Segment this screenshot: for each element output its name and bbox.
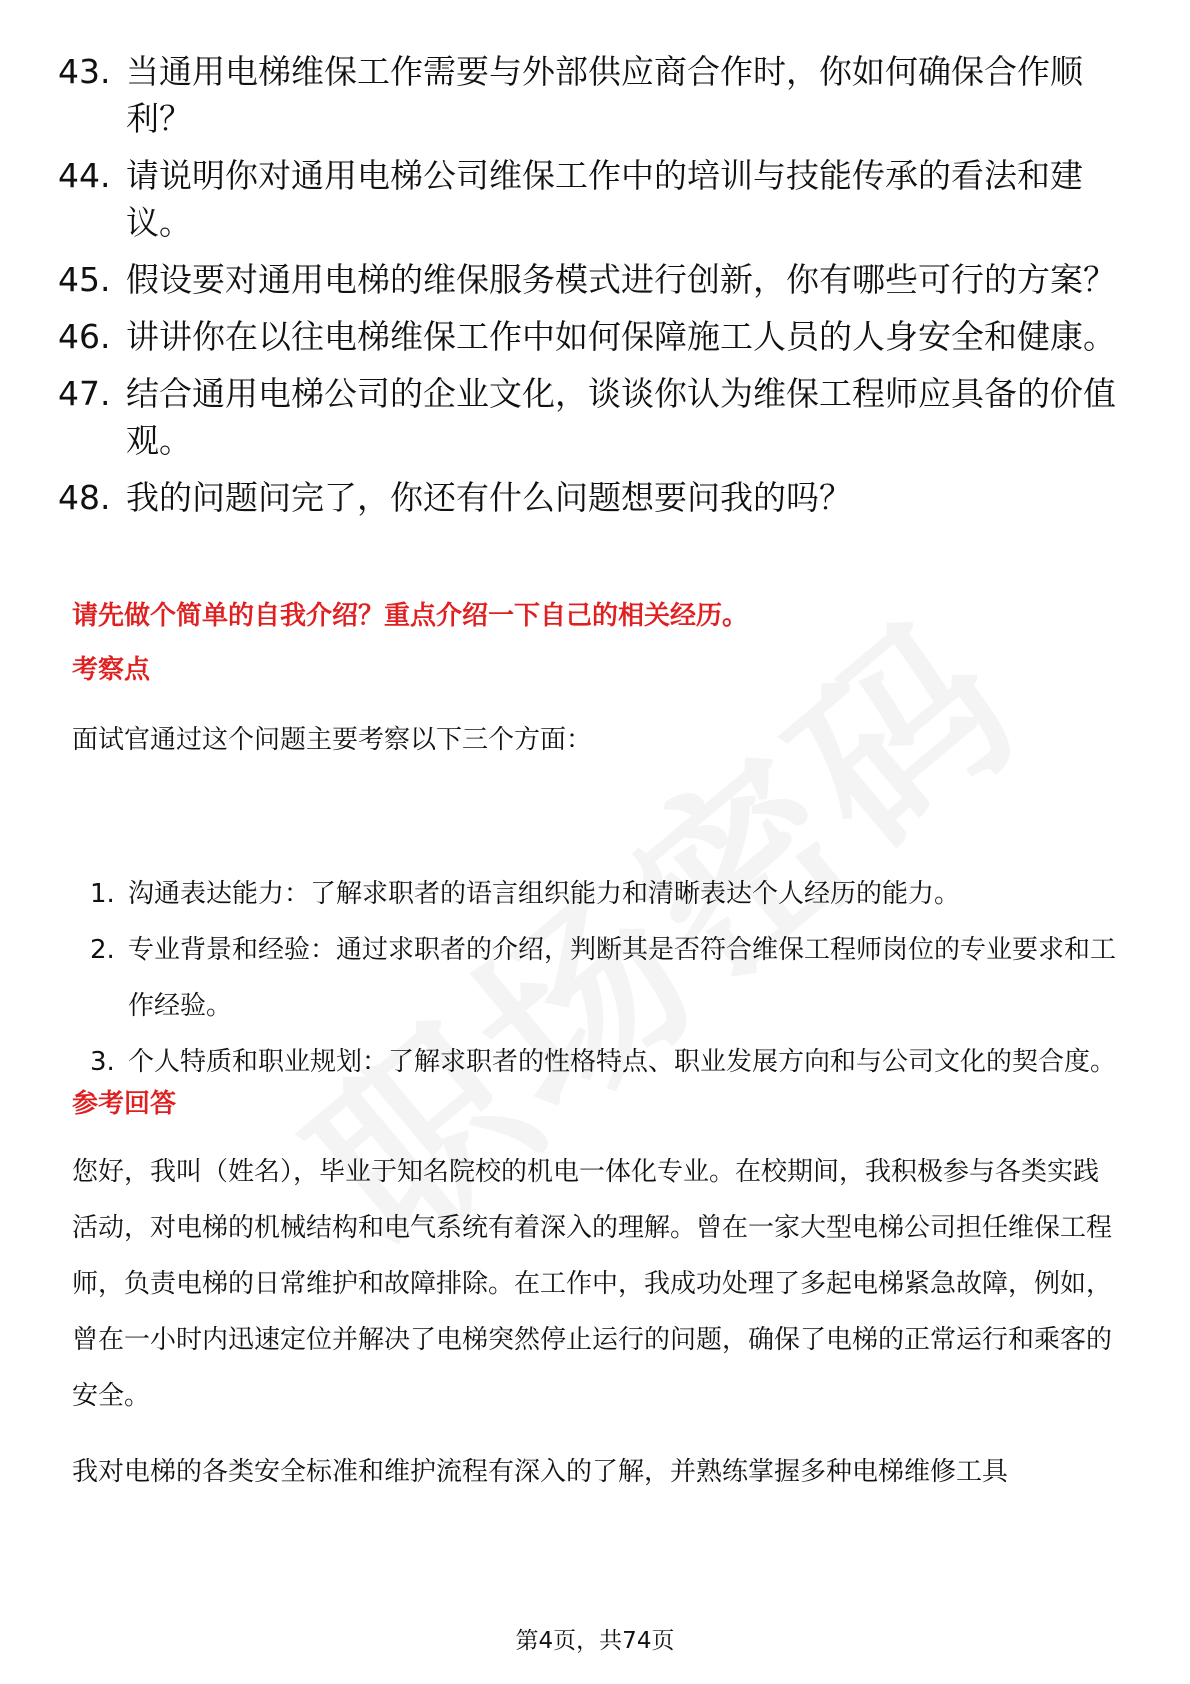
assess-point xyxy=(90,922,1130,1034)
question-text: 当通用电梯维保工作需要与外部供应商合作时，你如何确保合作顺利？ xyxy=(126,52,1083,138)
question-number: 46. xyxy=(58,317,111,356)
question-number: 43. xyxy=(58,52,111,91)
question-item xyxy=(58,370,1128,464)
question-number: 48. xyxy=(58,478,111,517)
answer-paragraph: 您好，我叫（姓名），毕业于知名院校的机电一体化专业。在校期间，我积极参与各类实践活动，对电梯的机械结构和电气系统有着深入的理解。曾在一家大型电梯公司担任维保工程师，负责电梯的日常维护和故障排除。在工作中，我成功处理了多起电梯紧急故障，例如，曾在一小时内迅速定位并解决了电梯突然停止运行的问题，确保了电梯的正常运行和乘客的安全。 xyxy=(72,1157,1113,1411)
question-number: 44. xyxy=(58,156,111,195)
assess-points-list xyxy=(90,866,1130,1090)
question-number: 47. xyxy=(58,374,111,413)
assess-point xyxy=(90,866,1130,922)
page-footer: 第4页，共74页 xyxy=(515,1628,675,1654)
question-item xyxy=(58,256,1128,303)
assess-point-number: 2. xyxy=(90,935,115,965)
assess-point-text: 个人特质和职业规划：了解求职者的性格特点、职业发展方向和与公司文化的契合度。 xyxy=(128,1047,1117,1077)
assess-point-text: 专业背景和经验：通过求职者的介绍，判断其是否符合维保工程师岗位的专业要求和工作经验。 xyxy=(128,935,1117,1021)
question-item xyxy=(58,474,1128,521)
assess-point-text: 沟通表达能力：了解求职者的语言组织能力和清晰表达个人经历的能力。 xyxy=(128,879,961,909)
question-text: 假设要对通用电梯的维保服务模式进行创新，你有哪些可行的方案？ xyxy=(126,260,1116,299)
question-item xyxy=(58,313,1128,360)
question-text: 讲讲你在以往电梯维保工作中如何保障施工人员的人身安全和健康。 xyxy=(126,317,1116,356)
assess-point-number: 1. xyxy=(90,879,115,909)
assess-point-number: 3. xyxy=(90,1047,115,1077)
question-number: 45. xyxy=(58,260,111,299)
question-text: 我的问题问完了，你还有什么问题想要问我的吗？ xyxy=(126,478,852,517)
question-item xyxy=(58,48,1128,142)
answer-paragraph: 我对电梯的各类安全标准和维护流程有深入的了解，并熟练掌握多种电梯维修工具 xyxy=(72,1457,1009,1487)
question-item xyxy=(58,152,1128,246)
question-list xyxy=(58,48,1128,531)
question-text: 请说明你对通用电梯公司维保工作中的培训与技能传承的看法和建议。 xyxy=(126,156,1083,242)
section-question-heading: 请先做个简单的自我介绍？重点介绍一下自己的相关经历。 xyxy=(72,601,749,631)
assess-intro: 面试官通过这个问题主要考察以下三个方面： xyxy=(72,725,593,755)
assess-heading: 考察点 xyxy=(72,655,151,685)
answer-heading: 参考回答 xyxy=(72,1089,177,1119)
question-text: 结合通用电梯公司的企业文化，谈谈你认为维保工程师应具备的价值观。 xyxy=(126,374,1116,460)
assess-point xyxy=(90,1034,1130,1090)
